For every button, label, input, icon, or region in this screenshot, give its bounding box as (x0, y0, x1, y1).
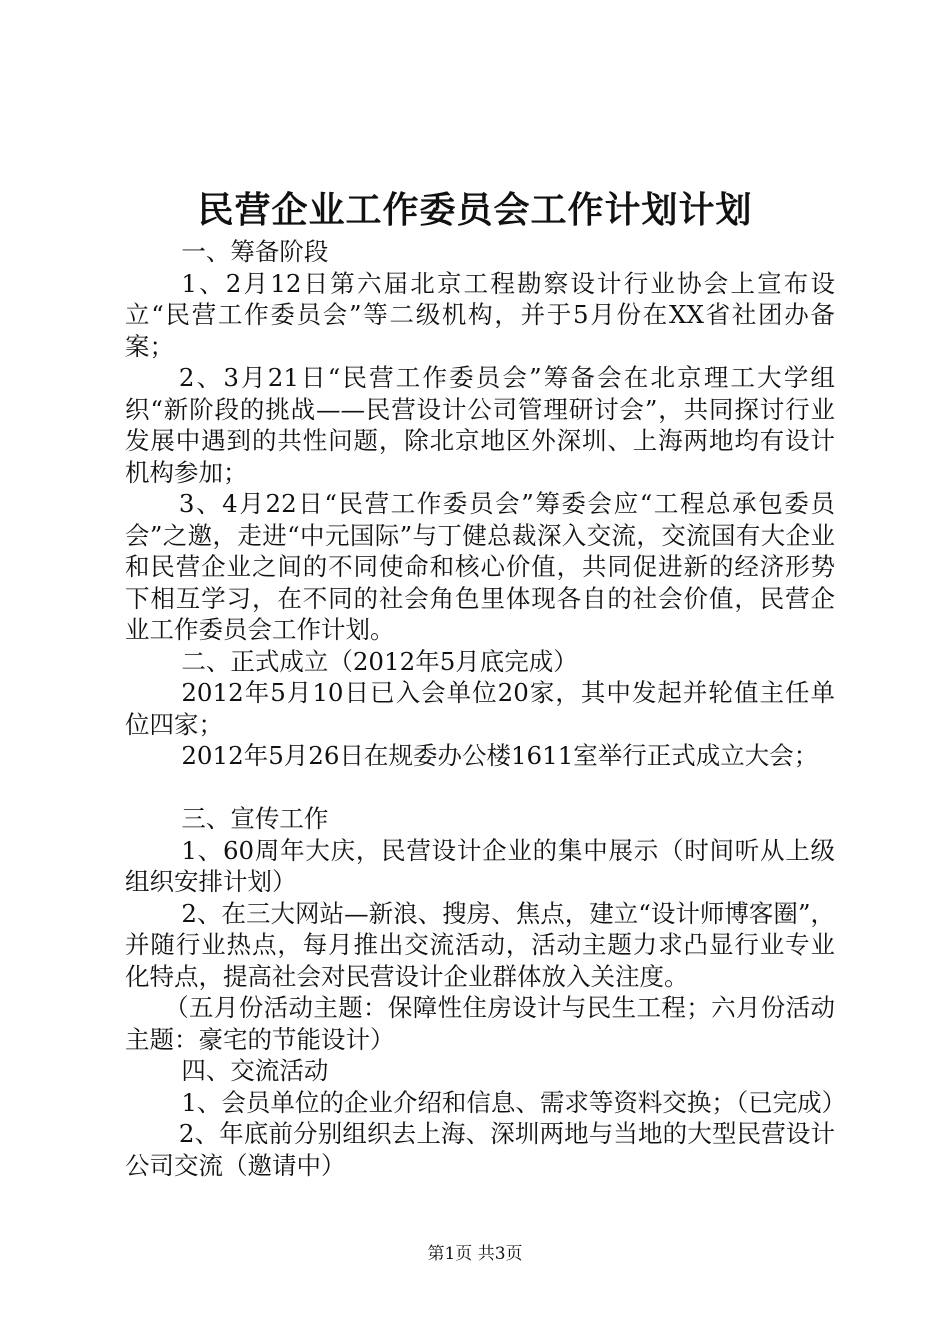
paragraph-preparation-1: 1、2月12日第六届北京工程勘察设计行业协会上宣布设立“民营工作委员会”等二级机构，并于5月份在XX省社团办备案； (125, 268, 835, 361)
page-footer: 第1页 共3页 (427, 1244, 523, 1264)
paragraph-exchange-2: 2、年底前分别组织去上海、深圳两地与当地的大型民营设计公司交流（邀请中） (125, 1119, 835, 1180)
document-title: 民营企业工作委员会工作计划计划 (197, 189, 753, 231)
paragraph-preparation-2: 2、3月21日“民营工作委员会”筹备会在北京理工大学组织“新阶段的挑战——民营设计公司管理研讨会”，共同探讨行业发展中遇到的共性问题，除北京地区外深圳、上海两地均有设计机构参加； (125, 363, 835, 487)
paragraph-exchange-1: 1、会员单位的企业介绍和信息、需求等资料交换；（已完成） (181, 1087, 847, 1117)
paragraph-preparation-3: 3、4月22日“民营工作委员会”筹委会应“工程总承包委员会”之邀，走进“中元国际”与丁健总裁深入交流，交流国有大企业和民营企业之间的不同使命和核心价值，共同促进新的经济形势下相互学习，在不同的社会角色里体现各自的社会价值，民营企业工作委员会工作计划。 (125, 489, 835, 644)
paragraph-gap (125, 772, 835, 804)
document-body (125, 236, 847, 1181)
paragraph-publicity-note: （五月份活动主题：保障性住房设计与民生工程；六月份活动主题：豪宅的节能设计） (125, 993, 835, 1054)
section-heading-publicity: 三、宣传工作 (181, 804, 329, 833)
section-heading-establishment: 二、正式成立（2012年5月底完成） (181, 646, 578, 676)
section-heading-preparation: 一、筹备阶段 (181, 237, 329, 266)
paragraph-establishment-2: 2012年5月26日在规委办公楼1611室举行正式成立大会； (181, 741, 819, 770)
paragraph-establishment-1: 2012年5月10日已入会单位20家，其中发起并轮值主任单位四家； (125, 678, 835, 739)
paragraph-publicity-1: 1、60周年大庆，民营设计企业的集中展示（时间听从上级组织安排计划） (125, 835, 835, 896)
section-heading-exchange: 四、交流活动 (181, 1056, 329, 1085)
paragraph-publicity-2: 2、在三大网站—新浪、搜房、焦点，建立“设计师博客圈”，并随行业热点，每月推出交流活动，活动主题力求凸显行业专业化特点，提高社会对民营设计企业群体放入关注度。 (125, 898, 835, 991)
